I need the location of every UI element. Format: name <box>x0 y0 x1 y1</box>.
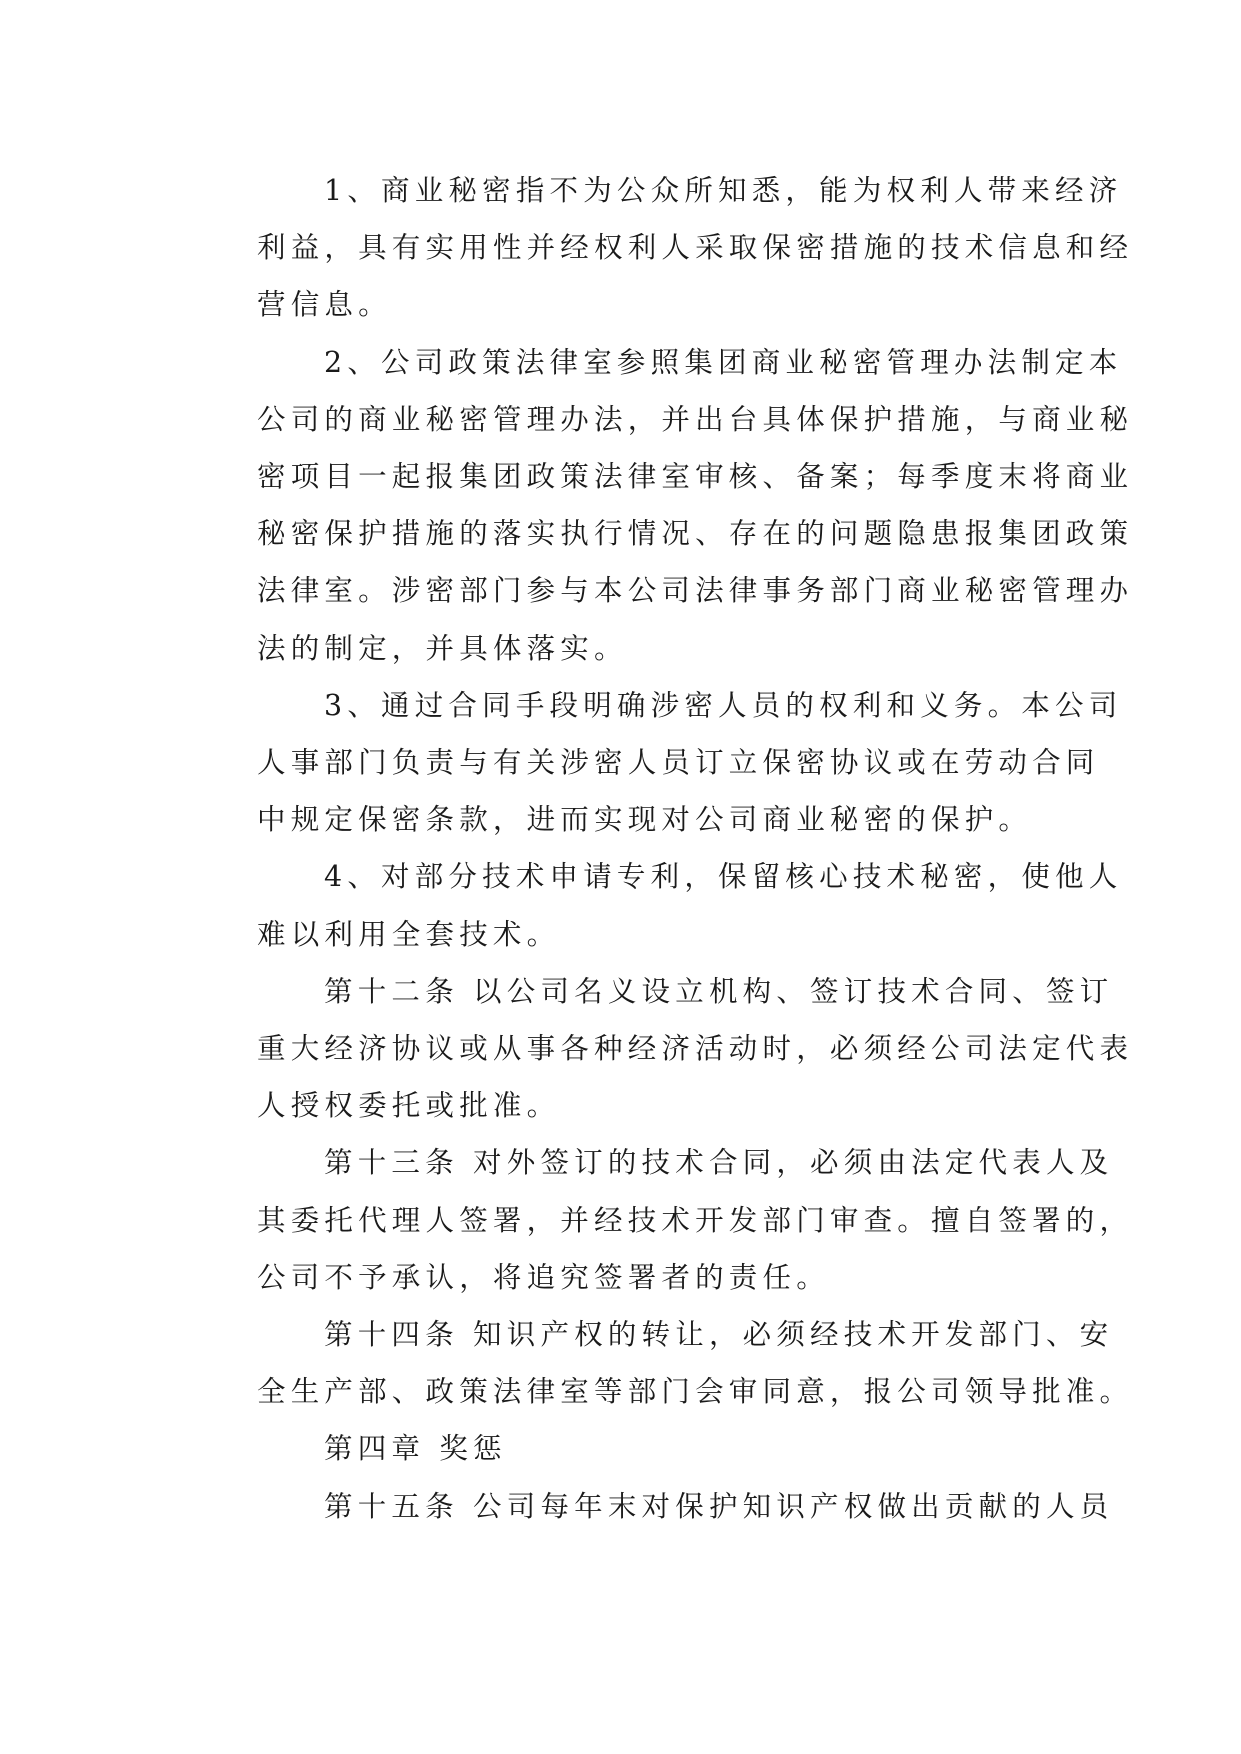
text-line: 人授权委托或批准。 <box>257 1089 561 1123</box>
paragraph-article-12 <box>190 963 1134 1135</box>
text-line: 中规定保密条款，进而实现对公司商业秘密的保护。 <box>257 803 1033 837</box>
text-line: 营信息。 <box>257 288 392 322</box>
text-line: 第十二条 以公司名义设立机构、签订技术合同、签订 <box>324 974 1114 1008</box>
paragraph-patent-application <box>190 848 1123 962</box>
paragraph-trade-secret-definition <box>190 162 1134 334</box>
text-line: 2、公司政策法律室参照集团商业秘密管理办法制定本 <box>324 345 1123 379</box>
text-line: 全生产部、政策法律室等部门会审同意，报公司领导批准。 <box>257 1375 1134 1409</box>
text-line: 法的制定，并具体落实。 <box>257 631 628 665</box>
text-line: 密项目一起报集团政策法律室审核、备案；每季度末将商业 <box>257 460 1134 494</box>
text-line: 秘密保护措施的落实执行情况、存在的问题隐患报集团政策 <box>257 517 1134 551</box>
text-line: 重大经济协议或从事各种经济活动时，必须经公司法定代表 <box>257 1032 1134 1066</box>
document-body <box>190 162 1134 1535</box>
text-line: 公司的商业秘密管理办法，并出台具体保护措施，与商业秘 <box>257 402 1134 436</box>
paragraph-article-15 <box>190 1478 1114 1535</box>
text-line: 4、对部分技术申请专利，保留核心技术秘密，使他人 <box>324 860 1123 894</box>
text-line: 人事部门负责与有关涉密人员订立保密协议或在劳动合同 <box>257 746 1100 780</box>
paragraph-article-14 <box>190 1306 1134 1420</box>
chapter-heading-4 <box>190 1420 1050 1477</box>
text-line: 第十三条 对外签订的技术合同，必须由法定代表人及 <box>324 1146 1114 1180</box>
text-line: 其委托代理人签署，并经技术开发部门审查。擅自签署的， <box>257 1203 1134 1237</box>
text-line: 3、通过合同手段明确涉密人员的权利和义务。本公司 <box>324 688 1123 722</box>
text-line: 难以利用全套技术。 <box>257 917 561 951</box>
text-line: 第十五条 公司每年末对保护知识产权做出贡献的人员 <box>324 1489 1114 1523</box>
text-line: 利益，具有实用性并经权利人采取保密措施的技术信息和经 <box>257 231 1134 265</box>
text-line: 第四章 奖惩 <box>324 1432 507 1466</box>
text-line: 第十四条 知识产权的转让，必须经技术开发部门、安 <box>324 1318 1114 1352</box>
text-line: 法律室。涉密部门参与本公司法律事务部门商业秘密管理办 <box>257 574 1134 608</box>
text-line: 公司不予承认，将追究签署者的责任。 <box>257 1260 830 1294</box>
text-line: 1、商业秘密指不为公众所知悉，能为权利人带来经济 <box>324 174 1123 207</box>
paragraph-contract-means <box>190 677 1123 849</box>
paragraph-policy-law-office <box>190 334 1134 677</box>
paragraph-article-13 <box>190 1134 1134 1306</box>
